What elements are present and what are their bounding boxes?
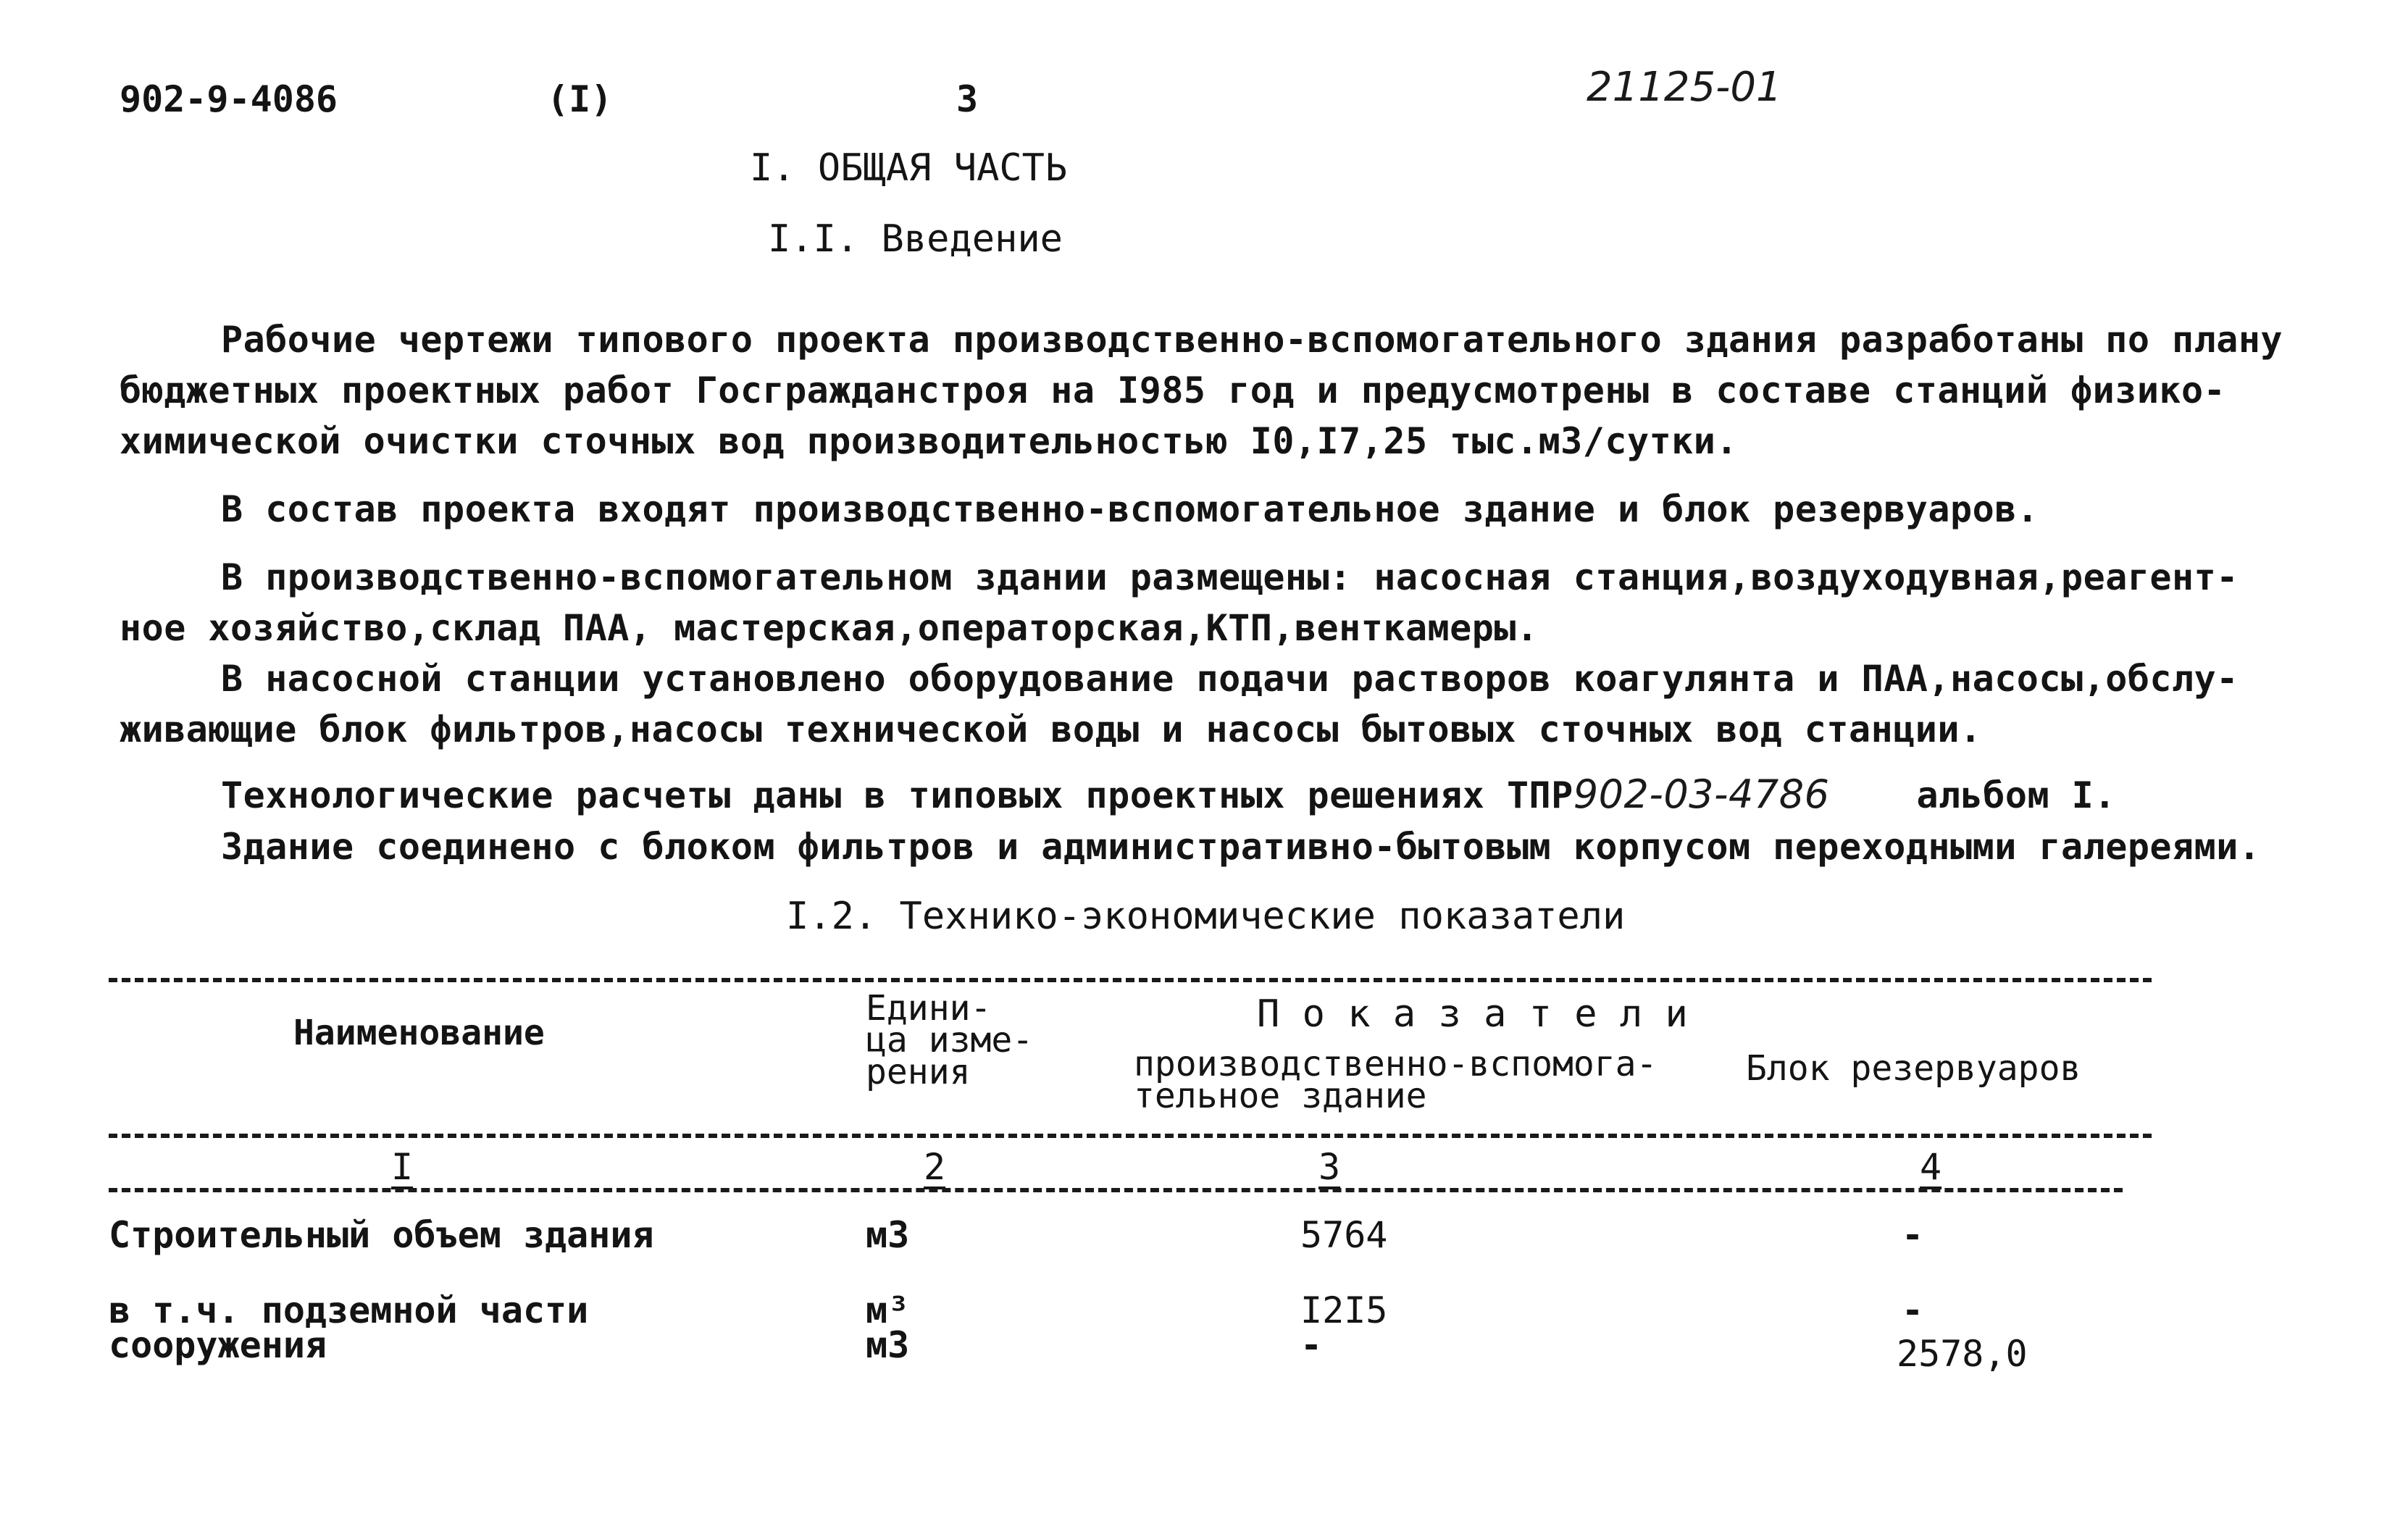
intro-paragraph-4 xyxy=(120,658,2293,759)
row-3-name: сооружения xyxy=(109,1324,327,1366)
intro-paragraph-6: Здание соединено с блоком фильтров и административно-бытовым корпусом переходными галереями. xyxy=(221,826,2261,868)
building-header-line: производственно-вспомога- xyxy=(1134,1044,1658,1084)
col-number-4: 4 xyxy=(1920,1146,1942,1188)
unit-header-line: Едини- xyxy=(866,988,992,1029)
intro-paragraph-2: В состав проекта входят производственно-вспомогательное здание и блок резервуаров. xyxy=(221,488,2039,530)
paragraph-line: В насосной станции установлено оборудование подачи растворов коагулянта и ПАА,насосы,обслу- xyxy=(221,658,2239,700)
paragraph-5-suffix: альбом I. xyxy=(1916,774,2116,816)
intro-paragraph-3 xyxy=(120,556,2293,658)
col-number-1: I xyxy=(391,1146,414,1188)
row-3-unit: м3 xyxy=(866,1324,910,1366)
paragraph-line: бюджетных проектных работ Госгражданстроя на I985 год и предусмотрены в составе станций физико- xyxy=(120,369,2226,411)
page-number: 3 xyxy=(956,78,979,120)
document-code: 902-9-4086 xyxy=(120,78,338,120)
section-title: I. ОБЩАЯ ЧАСТЬ xyxy=(750,146,1068,190)
row-2-tanks: - xyxy=(1902,1289,1924,1331)
col-number-2: 2 xyxy=(924,1146,946,1188)
col-header-group: П о к а з а т е л и xyxy=(1257,992,1688,1036)
sheet-code: 21125-01 xyxy=(1587,64,1782,111)
paragraph-line: Рабочие чертежи типового проекта производственно-вспомогательного здания разработаны по плану xyxy=(221,319,2283,361)
unit-header-line: рения xyxy=(866,1052,971,1092)
section-subtitle: I.I. Введение xyxy=(768,217,1063,261)
col-header-name: Наименование xyxy=(293,1013,545,1053)
document-part: (I) xyxy=(547,78,613,120)
paragraph-line: ное хозяйство,склад ПАА, мастерская,операторская,КТП,венткамеры. xyxy=(120,607,1539,649)
paragraph-line: живающие блок фильтров,насосы технической воды и насосы бытовых сточных вод станции. xyxy=(120,708,1982,750)
table-top-rule xyxy=(109,978,2152,982)
row-2-name: в т.ч. подземной части xyxy=(109,1289,589,1331)
unit-header-line: ца изме- xyxy=(866,1020,1034,1060)
paragraph-line: В производственно-вспомогательном здании размещены: насосная станция,воздуходувная,реагент- xyxy=(221,556,2239,598)
indicators-title: I.2. Технико-экономические показатели xyxy=(786,895,1626,938)
row-2-building: I2I5 xyxy=(1300,1289,1388,1331)
col-header-tanks: Блок резервуаров xyxy=(1746,1048,2081,1089)
intro-paragraph-1 xyxy=(120,319,2293,464)
paragraph-line: химической очистки сточных вод производительностью I0,I7,25 тыс.м3/сутки. xyxy=(120,420,1738,462)
row-3-building: - xyxy=(1300,1324,1323,1366)
row-2-unit: м³ xyxy=(866,1289,910,1331)
row-3-tanks: 2578,0 xyxy=(1897,1333,2028,1375)
colnum-bottom-rule xyxy=(109,1188,2123,1192)
col-header-unit xyxy=(866,988,1034,1092)
tpr-code: 902-03-4786 xyxy=(1573,771,1830,817)
row-1-tanks: - xyxy=(1902,1214,1924,1256)
paragraph-5-prefix: Технологические расчеты даны в типовых проектных решениях ТПР xyxy=(221,774,1573,816)
col-header-building xyxy=(1134,1044,1658,1116)
intro-paragraph-5 xyxy=(221,771,2116,817)
row-1-unit: м3 xyxy=(866,1214,910,1256)
col-number-3: 3 xyxy=(1318,1146,1341,1188)
row-1-building: 5764 xyxy=(1300,1214,1388,1256)
header-bottom-rule xyxy=(109,1134,2152,1138)
building-header-line: тельное здание xyxy=(1134,1076,1427,1116)
row-1-name: Строительный объем здания xyxy=(109,1214,654,1256)
